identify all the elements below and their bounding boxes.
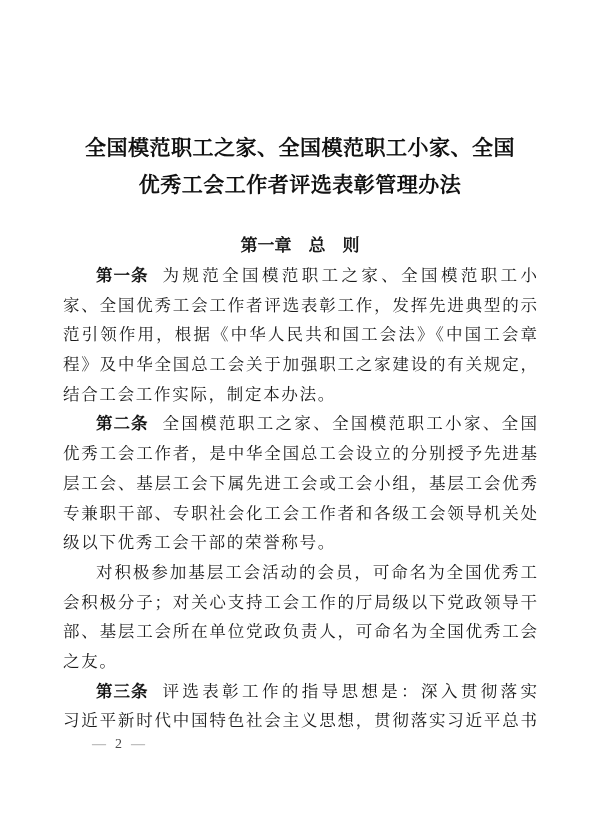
document-title: [63, 130, 537, 204]
body-line-text: 程》及中华全国总工会关于加强职工之家建设的有关规定，: [63, 355, 537, 375]
page-number-dash-left: —: [92, 737, 106, 752]
body-line-text: 层工会、基层工会下属先进工会或工会小组，基层工会优秀: [63, 473, 537, 493]
body-line: [63, 588, 537, 618]
body-line: [63, 261, 537, 291]
body-line: [63, 409, 537, 439]
page-number: 2: [115, 737, 122, 752]
document-title-line-1: 全国模范职工之家、全国模范职工小家、全国: [85, 136, 515, 160]
body-line-text: 习近平新时代中国特色社会主义思想，贯彻落实习近平总书: [63, 711, 537, 731]
body-line: [63, 499, 537, 529]
chapter-heading: 第一章 总 则: [240, 236, 360, 255]
body-line: [63, 706, 537, 736]
body-line: [63, 350, 537, 380]
body-line-text: 会积极分子；对关心支持工会工作的厅局级以下党政领导干: [63, 592, 537, 612]
body-line-text: 专兼职干部、专职社会化工会工作者和各级工会领导机关处: [63, 503, 537, 523]
body-line-text: 范引领作用，根据《中华人民共和国工会法》《中国工会章: [63, 325, 537, 345]
body-line: [63, 677, 537, 707]
body-line-text: 结合工会工作实际，制定本办法。: [63, 384, 336, 404]
article-number: 第三条: [96, 681, 149, 701]
body-line-text: 对积极参加基层工会活动的会员，可命名为全国优秀工: [96, 562, 537, 582]
body-line: [63, 439, 537, 469]
page-footer: [92, 737, 145, 753]
body-line: [63, 647, 537, 677]
body-line-text: 之友。: [63, 651, 118, 671]
body-line: [63, 558, 537, 588]
body-line-text: 优秀工会工作者，是中华全国总工会设立的分别授予先进基: [63, 444, 537, 464]
page-number-dash-right: —: [131, 737, 145, 752]
body-line: [63, 320, 537, 350]
body-line-text: 评选表彰工作的指导思想是：深入贯彻落实: [162, 681, 537, 701]
body-line: [63, 528, 537, 558]
body-line: [63, 380, 537, 410]
body-line: [63, 617, 537, 647]
document-body: [63, 261, 537, 736]
body-line-text: 为规范全国模范职工之家、全国模范职工小: [162, 266, 537, 285]
body-line: [63, 469, 537, 499]
body-line-text: 家、全国优秀工会工作者评选表彰工作，发挥先进典型的示: [63, 295, 537, 315]
article-number: 第一条: [96, 266, 149, 285]
article-number: 第二条: [96, 414, 149, 434]
body-line-text: 部、基层工会所在单位党政负责人，可命名为全国优秀工会: [63, 622, 537, 642]
body-line-text: 级以下优秀工会干部的荣誉称号。: [63, 533, 336, 553]
body-line-text: 全国模范职工之家、全国模范职工小家、全国: [162, 414, 537, 434]
document-title-line-2: 优秀工会工作者评选表彰管理办法: [138, 173, 462, 197]
body-line: [63, 291, 537, 321]
